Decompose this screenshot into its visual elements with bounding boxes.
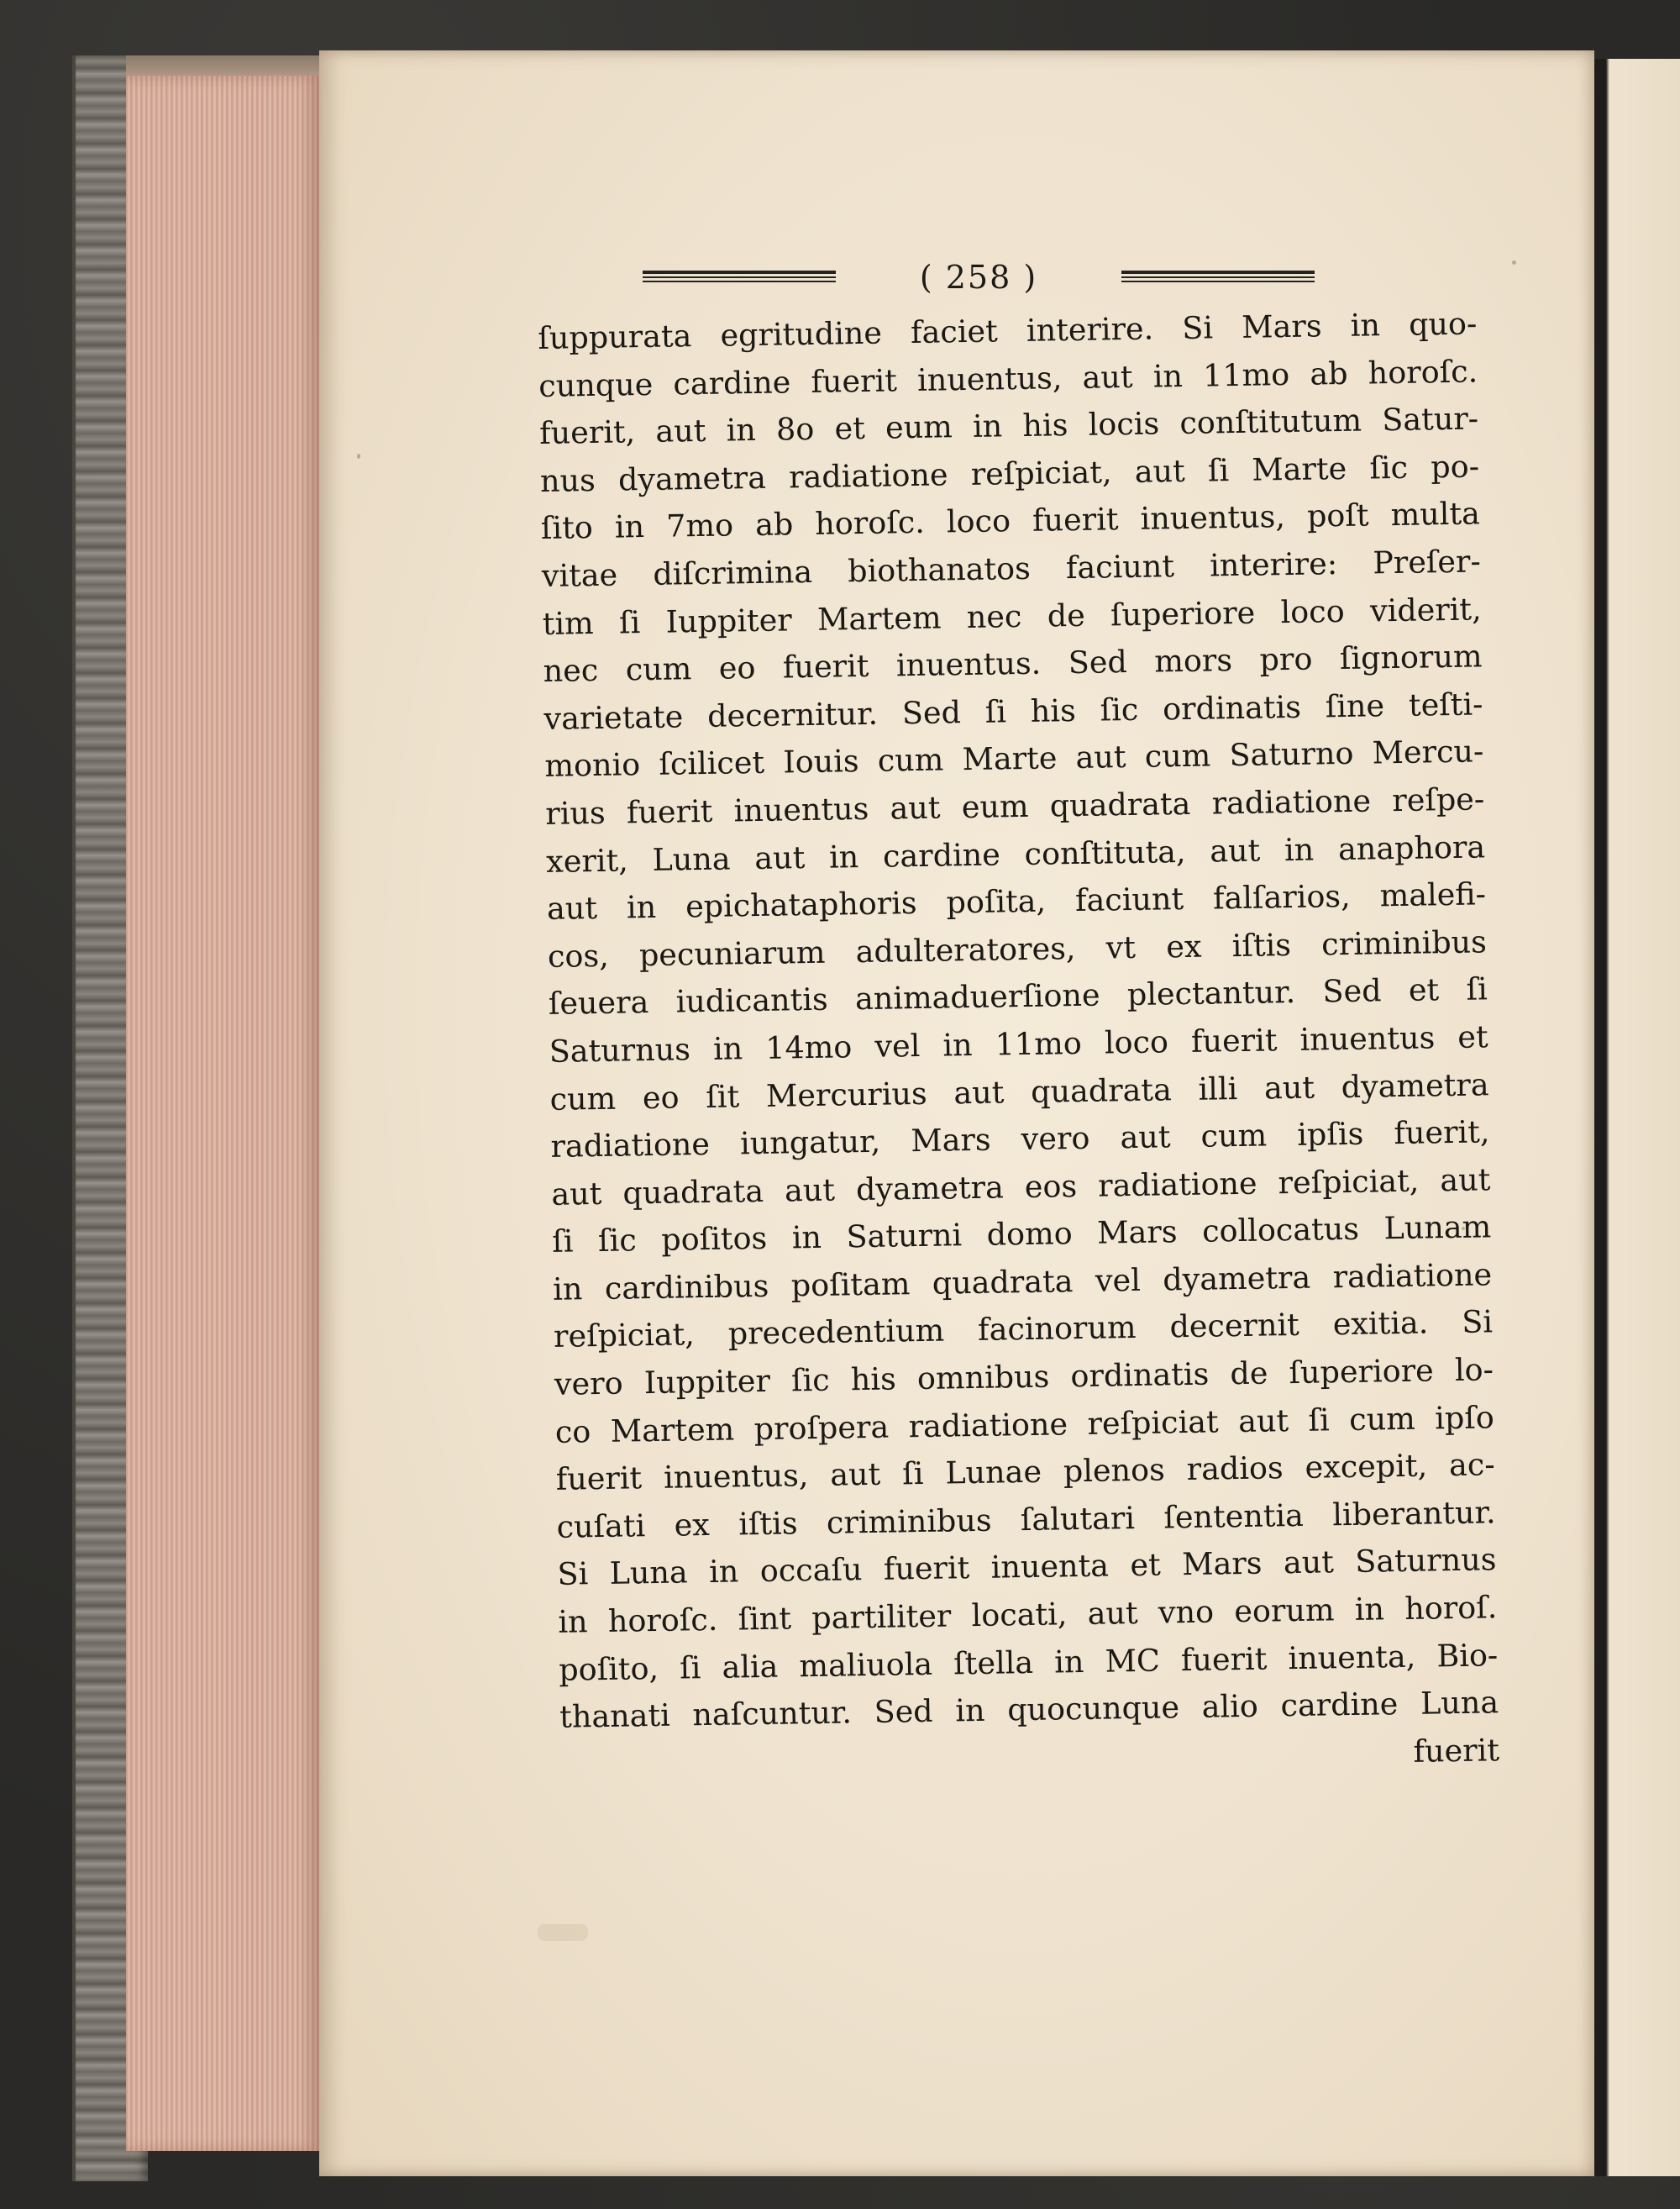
text-line: cunque cardine fuerit inuentus, aut in 11mo ab horoſc. <box>538 353 1478 404</box>
text-line: nus dyametra radiatione reſpiciat, aut ſi Marte ſic po- <box>539 448 1480 499</box>
paper-stain <box>538 1924 588 1941</box>
text-line: fuerit inuentus, aut ſi Lunae plenos radios excepit, ac- <box>555 1446 1495 1498</box>
text-line: Saturnus in 14mo vel in 11mo loco fuerit inuentus et <box>549 1018 1488 1070</box>
text-line: reſpiciat, precedentium facinorum decernit exitia. Si <box>553 1303 1494 1355</box>
text-line: co Martem proſpera radiatione reſpiciat aut ſi cum ipſo <box>554 1398 1495 1450</box>
text-line: rius fuerit inuentus aut eum quadrata radiatione reſpe- <box>544 781 1485 832</box>
header-rule-right <box>1121 271 1315 284</box>
text-line: cos, pecuniarum adulteratores, vt ex iſtis criminibus <box>547 923 1488 975</box>
text-line: cuſati ex iſtis criminibus ſalutari ſententia liberantur. <box>556 1494 1496 1545</box>
paper-speck <box>1512 260 1516 265</box>
text-line: varietate decernitur. Sed ſi his ſic ordinatis ſine teſti- <box>543 686 1483 737</box>
text-line: poſito, ſi alia maliuola ſtella in MC fuerit inuenta, Bio- <box>558 1636 1499 1688</box>
text-line: radiatione iungatur, Mars vero aut cum ipſis fuerit, <box>550 1113 1490 1165</box>
paper-speck <box>357 454 360 459</box>
page-edges <box>126 76 319 2151</box>
text-line: vero Iuppiter ſic his omnibus ordinatis de ſuperiore lo- <box>554 1351 1494 1402</box>
text-line: ſito in 7mo ab horoſc. loco fuerit inuentus, poſt multa <box>540 495 1481 547</box>
text-line: ſuppurata egritudine faciet interire. Si Mars in quo- <box>538 305 1478 356</box>
text-line: tim ſi Iuppiter Martem nec de ſuperiore loco viderit, <box>542 590 1482 642</box>
text-line: ſeuera iudicantis animaduerſione plectantur. Sed et ſi <box>548 970 1488 1023</box>
text-line: xerit, Luna aut in cardine conſtituta, aut in anaphora <box>545 828 1486 880</box>
text-line: monio ſcilicet Iouis cum Marte aut cum Saturno Mercu- <box>544 733 1484 785</box>
text-line: Si Luna in occaſu fuerit inuenta et Mars aut Saturnus <box>557 1541 1497 1593</box>
text-line: vitae diſcrimina biothanatos faciunt interire: Preſer- <box>541 543 1482 594</box>
text-line: in horoſc. ſint partiliter locati, aut vno eorum in horoſ. <box>558 1589 1498 1640</box>
text-line: thanati naſcuntur. Sed in quocunque alio cardine Luna <box>559 1684 1499 1736</box>
text-line: cum eo ſit Mercurius aut quadrata illi aut dyametra <box>549 1065 1489 1118</box>
header-rule-left <box>643 271 836 284</box>
catchword: fuerit <box>1413 1732 1500 1770</box>
text-line: aut quadrata aut dyametra eos radiatione reſpiciat, aut <box>551 1161 1491 1212</box>
text-line: in cardinibus poſitam quadrata vel dyametra radiatione <box>552 1256 1493 1307</box>
text-line: ſi ſic poſitos in Saturni domo Mars collocatus Lunam <box>551 1208 1492 1260</box>
page-number: ( 258 ) <box>919 259 1038 296</box>
page-header <box>638 252 1319 302</box>
body-text <box>538 300 1499 1789</box>
text-line: fuerit, aut in 8o et eum in his locis conſtitutum Satur- <box>538 400 1479 452</box>
text-line: aut in epichataphoris poſita, faciunt falſarios, malefi- <box>546 876 1487 928</box>
text-line: nec cum eo fuerit inuentus. Sed mors pro ſignorum <box>543 638 1483 690</box>
next-page-edge <box>1594 59 1680 2176</box>
